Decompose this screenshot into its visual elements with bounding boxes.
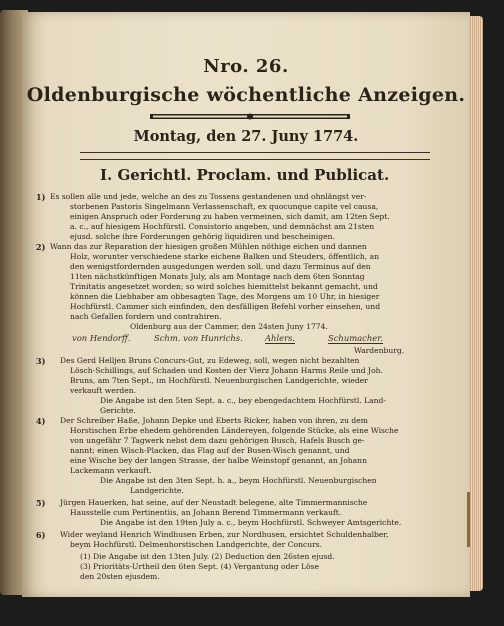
ornament-divider xyxy=(150,112,350,121)
entry-line: Trinitatis angesetzet worden; so wird solches hiemittelst bekannt gemacht, und xyxy=(70,282,378,291)
entry-line: Des Gerd Helljen Bruns Concurs-Gut, zu Edeweg, soll, wegen nicht bezahlten xyxy=(60,356,360,365)
entry-line: verkauft werden. xyxy=(70,386,136,395)
entry-line: nannt; einen Wisch-Placken, das Flag auf der Busen-Wisch genannt, und xyxy=(70,446,350,455)
entry-line: ejusd. solche ihre Forderungen gehörig liquidiren und bescheinigen. xyxy=(70,232,335,241)
entry-line: eine Wische bey der langen Strasse, der halbe Weinstopf genannt, an Johann xyxy=(70,456,367,465)
entry-line: von ungefähr 7 Tagwerk nebst dem dazu gehörigen Busch, Hafels Busch ge- xyxy=(70,436,365,445)
newspaper-title: Oldenburgische wöchentliche Anzeigen. xyxy=(26,84,466,106)
signature: Ahlers. xyxy=(265,333,296,343)
entry-number: 4) xyxy=(36,416,46,426)
entry-number: 5) xyxy=(36,498,46,508)
signature: Schm. von Hunrichs. xyxy=(154,333,243,343)
entry-line: Lösch-Schillings, auf Schaden und Kosten der Vierz Johann Harms Reile und Joh. xyxy=(70,366,383,375)
signature: Schumacher. xyxy=(328,333,383,343)
page-edge-mark xyxy=(467,492,470,547)
entry-line: Landgerichte. xyxy=(130,486,184,495)
place-name: Wardenburg. xyxy=(354,346,405,355)
entry-line: Jürgen Hauerken, hat seine, auf der Neustadt belegene, alte Timmermannische xyxy=(60,498,368,507)
entry-line: (1) Die Angabe ist den 13ten July. (2) Deduction den 26sten ejusd. xyxy=(80,552,335,561)
entry-line: Hochfürstl. Cammer sich einfinden, den desfälligen Befehl vorher einsehen, und xyxy=(70,302,381,311)
entry-line: a. c., auf hiesigem Hochfürstl. Consistorio angeben, und demnächst am 21sten xyxy=(70,222,375,231)
entry-line: Wann das zur Reparation der hiesigen großen Mühlen nöthige eichen und dannen xyxy=(50,242,367,251)
entry-line: den wenigstfordernden ausgedungen werden soll, und dazu Terminus auf den xyxy=(70,262,371,271)
entry-line: den 20sten ejusdem. xyxy=(80,572,160,581)
issue-date: Montag, den 27. Juny 1774. xyxy=(133,128,359,145)
entry-line: Hausstelle cum Pertinentiis, an Johann Berend Timmermann verkauft. xyxy=(70,508,342,517)
entry-line: (3) Prioritäts-Urtheil den 6ten Sept. (4) Vergantung oder Löse xyxy=(80,562,320,571)
entry-line: Wider weyland Henrich Windhusen Erben, zur Nordhusen, ersichtet Schuldenhalber, xyxy=(60,530,389,539)
section-heading: I. Gerichtl. Proclam. und Publicat. xyxy=(100,166,390,184)
issue-number: Nro. 26. xyxy=(203,56,289,77)
entry-line: Horstischen Erbe ehedem gehörenden Ländereyen, folgende Stücke, als eine Wische xyxy=(70,426,399,435)
entry-line: storbenen Pastoris Singelmann Verlassenschaft, ex quocunque capite vel causa, xyxy=(70,202,379,211)
entry-line: 11ten nächstkünftigen Monats July, als am Montage nach dem 6ten Sonntag xyxy=(70,272,365,281)
decorative-rule xyxy=(80,152,430,160)
entry-line: Oldenburg aus der Cammer, den 24sten Juny 1774. xyxy=(130,322,328,331)
entry-line: Der Schreiber Haße, Johann Depke und Eberts Ricker, haben von ihren, zu dem xyxy=(60,416,368,425)
entry-line: Bruns, am 7ten Sept., im Hochfürstl. Neuenburgischen Landgerichte, wieder xyxy=(70,376,368,385)
signature: von Hendorff. xyxy=(72,333,131,343)
entry-line: Gerichte. xyxy=(100,406,136,415)
entry-line: Es sollen alle und jede, welche an des zu Tossens gestandenen und ohnlängst ver- xyxy=(50,192,367,201)
entry-line: Holz, worunter verschiedene starke eichene Balken und Steuders, öffentlich, an xyxy=(70,252,380,261)
entry-line: Die Angabe ist den 3ten Sept. h. a., beym Hochfürstl. Neuenburgischen xyxy=(100,476,377,485)
entry-line: Lackemann verkauft. xyxy=(70,466,152,475)
entry-number: 1) xyxy=(36,192,46,202)
newspaper-page xyxy=(22,12,470,597)
entry-line: können die Liebhaber am obbesagten Tage, des Morgens um 10 Uhr, in hiesiger xyxy=(70,292,380,301)
entry-line: Die Angabe ist den 19ten July a. c., beym Hochfürstl. Schweyer Amtsgerichte. xyxy=(100,518,402,527)
entry-number: 3) xyxy=(36,356,46,366)
entry-number: 2) xyxy=(36,242,46,252)
entry-line: einigen Anspruch oder Forderung zu haben vermeinen, sich damit, am 12ten Sept. xyxy=(70,212,390,221)
entry-number: 6) xyxy=(36,530,46,540)
entry-line: nach Gefallen fordern und contrahiren. xyxy=(70,312,222,321)
entry-line: beym Hochfürstl. Delmenhorstischen Landgerichte, der Concurs. xyxy=(70,540,323,549)
entry-line: Die Angabe ist den 5ten Sept. a. c., bey ebengedachtem Hochfürstl. Land- xyxy=(100,396,386,405)
